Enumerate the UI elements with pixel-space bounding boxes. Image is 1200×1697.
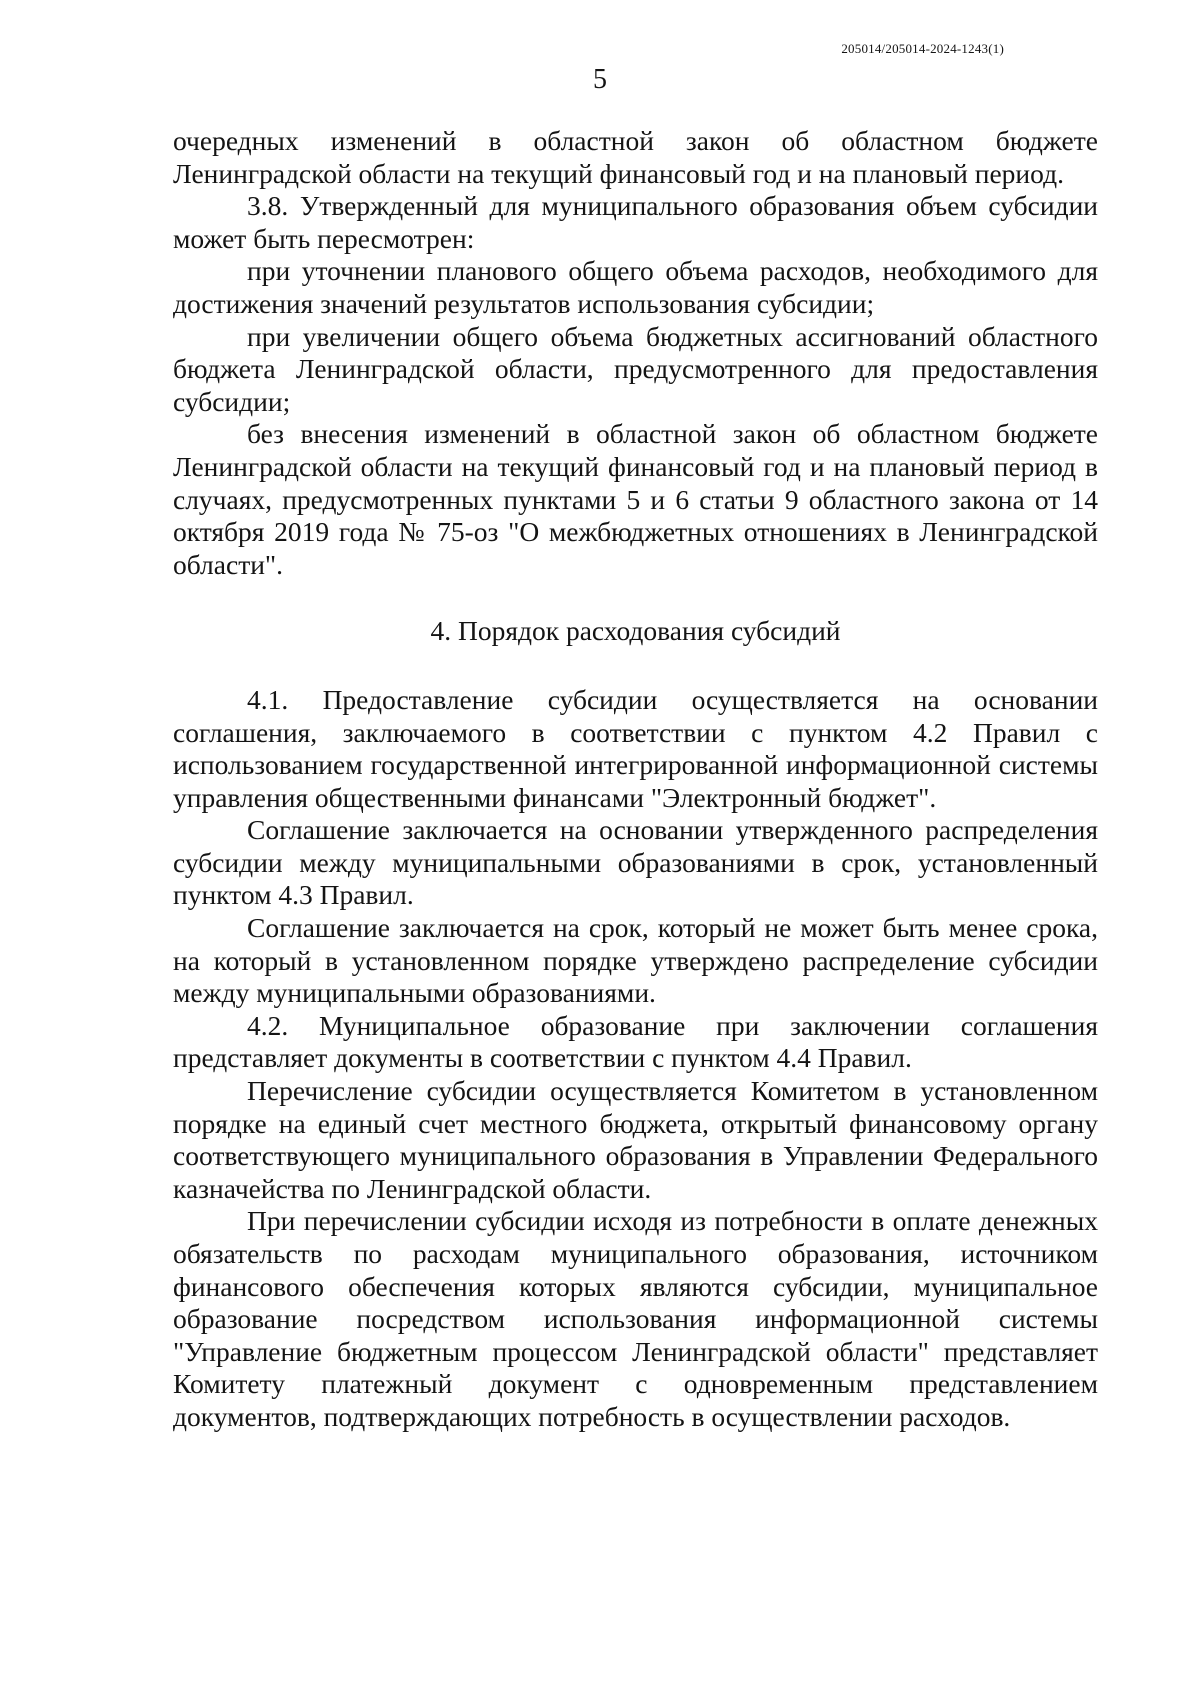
paragraph: 4.2. Муниципальное образование при заключении соглашения представляет документы в соответствии с пунктом 4.4 Правил. [173, 1009, 1098, 1074]
paragraph: 3.8. Утвержденный для муниципального образования объем субсидии может быть пересмотрен: [173, 190, 1098, 254]
page-number: 5 [593, 64, 607, 95]
section-title: 4. Порядок расходования субсидий [430, 615, 841, 647]
paragraph: очередных изменений в областной закон об областном бюджете Ленинградской области на текущий финансовый год и на плановый период. [173, 125, 1098, 189]
document-code: 205014/205014-2024-1243(1) [841, 41, 1004, 56]
paragraph: 4.1. Предоставление субсидии осуществляется на основании соглашения, заключаемого в соответствии с пунктом 4.2 Правил с использованием государственной интегрированной информационной системы управления общественными финансами "Электронный бюджет". [173, 683, 1098, 813]
document-body [173, 125, 1098, 1434]
paragraph: Соглашение заключается на основании утвержденного распределения субсидии между муниципальными образованиями в срок, установленный пунктом 4.3 Правил. [173, 814, 1098, 911]
paragraph: Соглашение заключается на срок, который не может быть менее срока, на который в установленном порядке утверждено распределение субсидии между муниципальными образованиями. [173, 912, 1098, 1009]
paragraph: без внесения изменений в областной закон об областном бюджете Ленинградской области на текущий финансовый год и на плановый период в случаях, предусмотренных пунктами 5 и 6 статьи 9 областного закона от 14 октября 2019 года № 75-оз "О межбюджетных отношениях в Ленинградской области". [173, 418, 1098, 580]
paragraph: при увеличении общего объема бюджетных ассигнований областного бюджета Ленинградской области, предусмотренного для предоставления субсидии; [173, 320, 1098, 417]
paragraph: при уточнении планового общего объема расходов, необходимого для достижения значений результатов использования субсидии; [173, 255, 1098, 319]
paragraph: При перечислении субсидии исходя из потребности в оплате денежных обязательств по расходам муниципального образования, источником финансового обеспечения которых являются субсидии, муниципальное образование посредством использования информационной системы "Управление бюджетным процессом Ленинградской области" представляет Комитету платежный документ с одновременным представлением документов, подтверждающих потребность в осуществлении расходов. [173, 1205, 1098, 1432]
paragraph: Перечисление субсидии осуществляется Комитетом в установленном порядке на единый счет местного бюджета, открытый финансовому органу соответствующего муниципального образования в Управлении Федерального казначейства по Ленинградской области. [173, 1075, 1098, 1204]
